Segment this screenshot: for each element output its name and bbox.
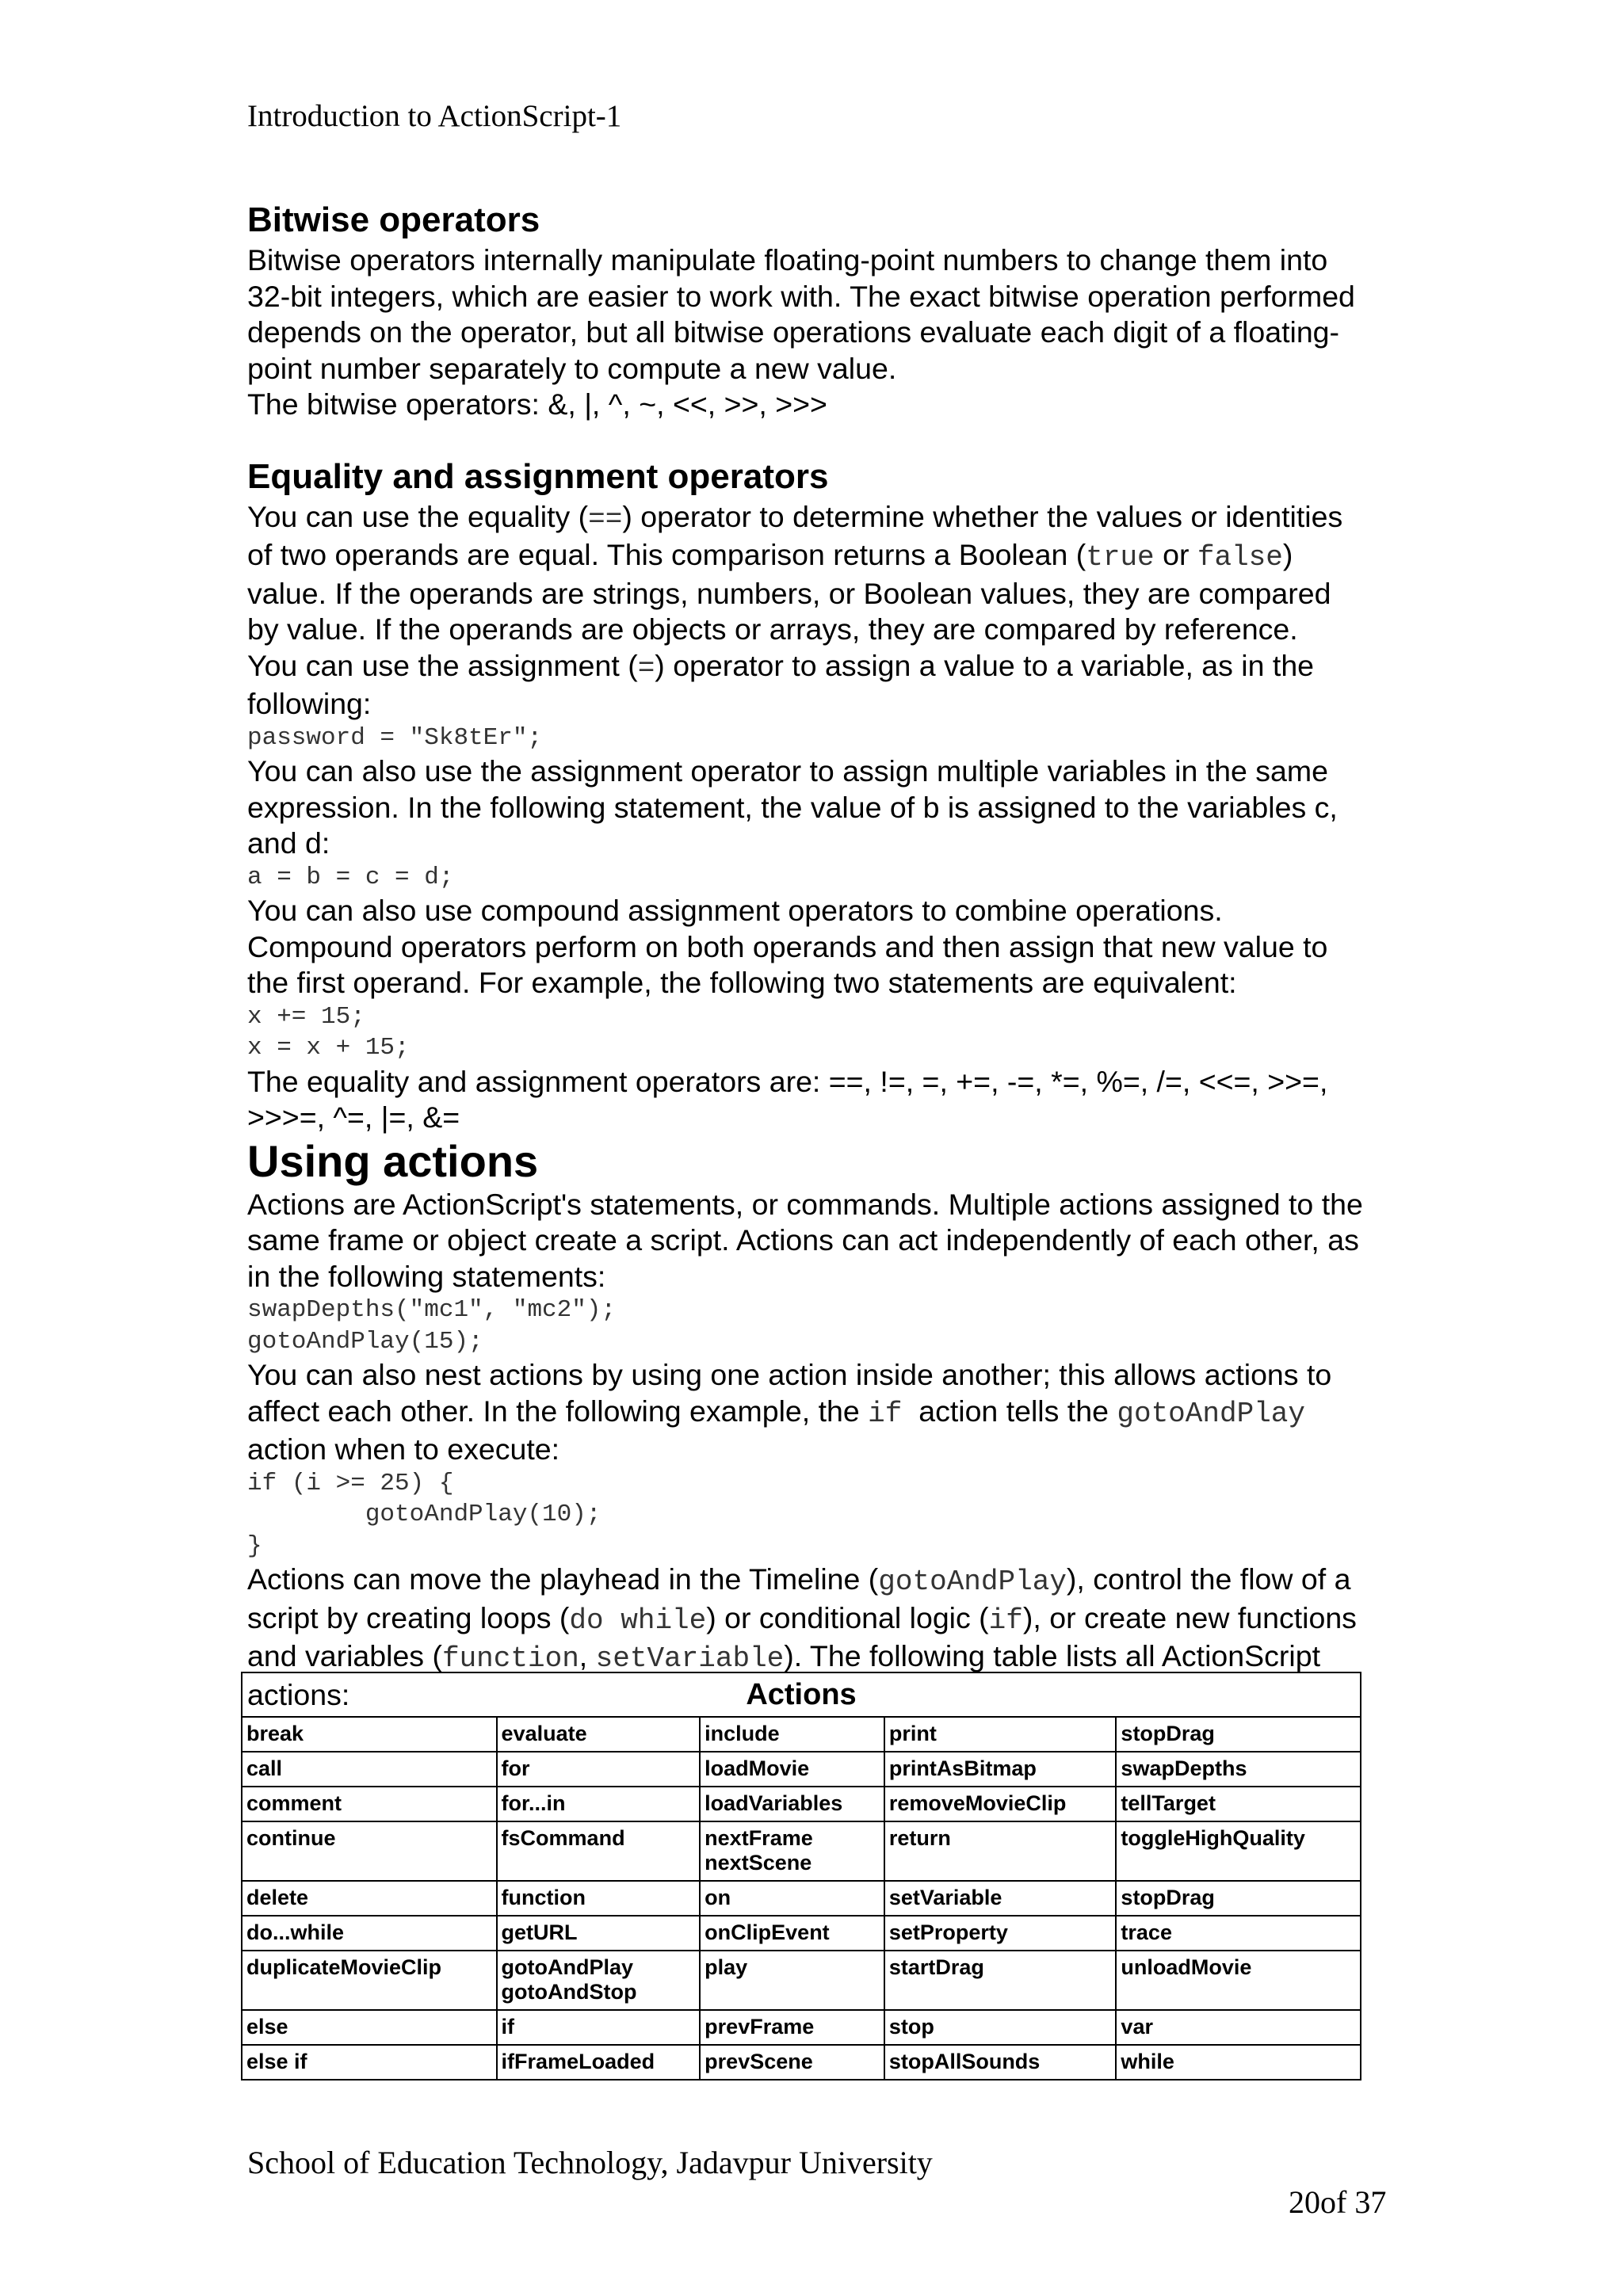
actions-heading: Using actions xyxy=(247,1135,539,1186)
inline-code: if xyxy=(868,1397,903,1430)
action-name: for xyxy=(501,1756,530,1780)
equality-paragraph-line: You can use the assignment (=) operator to assign a value to a variable, as in the xyxy=(247,648,1315,685)
table-cell xyxy=(1116,1951,1361,2010)
action-name: do...while xyxy=(246,1920,345,1944)
equality-paragraph-line: value. If the operands are strings, numbers, or Boolean values, they are compared xyxy=(247,576,1331,610)
inline-code: gotoAndPlay xyxy=(1117,1397,1305,1430)
table-cell xyxy=(700,1916,884,1951)
page-content xyxy=(247,198,1412,1713)
table-cell xyxy=(884,1787,1117,1821)
table-cell xyxy=(242,1881,497,1916)
table-cell xyxy=(242,1916,497,1951)
actions-paragraph-line: You can also nest actions by using one action inside another; this allows actions to xyxy=(247,1358,1332,1391)
table-cell xyxy=(700,2045,884,2080)
equality-paragraph-line: You can use the equality (==) operator to determine whether the values or identities xyxy=(247,499,1343,536)
action-name: fsCommand xyxy=(501,1826,625,1850)
action-name: gotoAndStop xyxy=(501,1980,637,2004)
table-row xyxy=(242,2010,1361,2045)
action-name: tellTarget xyxy=(1121,1791,1216,1815)
action-name: call xyxy=(246,1756,283,1780)
table-cell xyxy=(700,2010,884,2045)
action-name: on xyxy=(705,1886,731,1909)
action-name: setProperty xyxy=(888,1920,1008,1944)
table-cell xyxy=(1116,1752,1361,1787)
table-cell xyxy=(1116,1787,1361,1821)
action-name: else xyxy=(246,2015,288,2039)
action-name: nextScene xyxy=(705,1851,812,1875)
table-cell xyxy=(700,1717,884,1752)
actions-paragraph-line: actions: xyxy=(247,1677,350,1711)
actions-paragraph-line: and variables (function, setVariable). The following table lists all ActionScript xyxy=(247,1639,1320,1675)
action-name: stopDrag xyxy=(1121,1886,1215,1909)
action-name: prevScene xyxy=(705,2050,813,2073)
inline-code: function xyxy=(441,1642,579,1675)
action-name: onClipEvent xyxy=(705,1920,830,1944)
action-name: stop xyxy=(888,2015,934,2039)
action-name: removeMovieClip xyxy=(888,1791,1067,1815)
table-cell xyxy=(1116,1916,1361,1951)
table-cell xyxy=(497,2010,701,2045)
code-line: password = "Sk8tEr"; xyxy=(247,723,543,752)
code-line: a = b = c = d; xyxy=(247,863,454,891)
actions-paragraph-line: same frame or object create a script. Actions can act independently of each other, as xyxy=(247,1223,1359,1257)
table-cell xyxy=(242,1821,497,1881)
table-cell xyxy=(884,1717,1117,1752)
action-name: play xyxy=(705,1955,748,1979)
action-name: loadVariables xyxy=(705,1791,843,1815)
table-row xyxy=(242,1951,1361,2010)
table-cell xyxy=(1116,1717,1361,1752)
action-name: setVariable xyxy=(888,1886,1002,1909)
action-name: continue xyxy=(246,1826,336,1850)
action-name: while xyxy=(1121,2050,1174,2073)
table-cell xyxy=(497,1951,701,2010)
table-cell xyxy=(884,1821,1117,1881)
table-cell xyxy=(700,1787,884,1821)
table-row xyxy=(242,1717,1361,1752)
table-cell xyxy=(497,1787,701,1821)
action-name: comment xyxy=(246,1791,342,1815)
code-line: swapDepths("mc1", "mc2"); xyxy=(247,1296,617,1324)
table-cell xyxy=(700,1881,884,1916)
action-name: trace xyxy=(1121,1920,1172,1944)
action-name: break xyxy=(246,1722,304,1745)
table-cell xyxy=(700,1821,884,1881)
table-row xyxy=(242,1821,1361,1881)
table-cell xyxy=(242,1951,497,2010)
action-name: ifFrameLoaded xyxy=(501,2050,655,2073)
table-cell xyxy=(1116,1821,1361,1881)
table-cell xyxy=(497,1752,701,1787)
action-name: evaluate xyxy=(501,1722,587,1745)
code-line: gotoAndPlay(10); xyxy=(247,1501,601,1528)
page-header: Introduction to ActionScript-1 xyxy=(247,99,622,133)
table-row xyxy=(242,1916,1361,1951)
code-line: if (i >= 25) { xyxy=(247,1469,454,1497)
table-cell xyxy=(497,1717,701,1752)
action-name: stopAllSounds xyxy=(888,2050,1041,2073)
action-name: else if xyxy=(246,2050,307,2073)
equality-operators-list: >>>=, ^=, |=, &= xyxy=(247,1100,460,1134)
inline-code: == xyxy=(588,502,623,536)
bitwise-line: depends on the operator, but all bitwise operations evaluate each digit of a floating- xyxy=(247,315,1340,349)
table-cell xyxy=(884,1752,1117,1787)
action-name: toggleHighQuality xyxy=(1121,1826,1305,1850)
bitwise-line: point number separately to compute a new value. xyxy=(247,351,897,385)
actions-table xyxy=(241,1672,1361,2081)
code-line: x += 15; xyxy=(247,1002,365,1031)
table-cell xyxy=(497,2045,701,2080)
actions-table-body xyxy=(242,1717,1361,2080)
actions-table-title: Actions xyxy=(242,1672,1361,1717)
table-cell xyxy=(242,2010,497,2045)
action-name: loadMovie xyxy=(705,1756,810,1780)
action-name: return xyxy=(888,1826,951,1850)
inline-code: gotoAndPlay xyxy=(878,1566,1067,1598)
table-cell xyxy=(497,1881,701,1916)
action-name: nextFrame xyxy=(705,1826,813,1850)
inline-code: = xyxy=(637,651,655,685)
table-cell xyxy=(884,2045,1117,2080)
table-cell xyxy=(497,1916,701,1951)
action-name: swapDepths xyxy=(1121,1756,1247,1780)
inline-code: do while xyxy=(569,1604,707,1637)
table-cell xyxy=(884,2010,1117,2045)
inline-code: if xyxy=(988,1604,1023,1637)
actions-paragraph-line: script by creating loops (do while) or conditional logic (if), or create new functions xyxy=(247,1600,1357,1637)
table-cell xyxy=(242,2045,497,2080)
table-cell xyxy=(1116,1881,1361,1916)
table-row xyxy=(242,1787,1361,1821)
equality-paragraph-line: the first operand. For example, the following two statements are equivalent: xyxy=(247,966,1237,999)
inline-code: true xyxy=(1086,541,1155,574)
table-cell xyxy=(1116,2045,1361,2080)
table-cell xyxy=(700,1752,884,1787)
bitwise-operators-list: The bitwise operators: &, |, ^, ~, <<, >>, >>> xyxy=(247,387,827,421)
actions-paragraph-line: Actions are ActionScript's statements, or commands. Multiple actions assigned to the xyxy=(247,1187,1363,1221)
table-cell xyxy=(700,1951,884,2010)
equality-paragraph-line: following: xyxy=(247,687,372,720)
table-cell xyxy=(242,1752,497,1787)
page-number: 20of 37 xyxy=(1289,2184,1387,2220)
table-cell xyxy=(242,1787,497,1821)
bitwise-line: Bitwise operators internally manipulate floating-point numbers to change them into xyxy=(247,243,1328,277)
equality-operators-list: The equality and assignment operators are: ==, !=, =, +=, -=, *=, %=, /=, <<=, >>=, xyxy=(247,1064,1328,1098)
action-name: prevFrame xyxy=(705,2015,815,2039)
action-name: for...in xyxy=(501,1791,566,1815)
code-line: x = x + 15; xyxy=(247,1034,410,1062)
action-name: delete xyxy=(246,1886,309,1909)
equality-paragraph-line: and d: xyxy=(247,826,330,860)
actions-paragraph-line: action when to execute: xyxy=(247,1432,560,1466)
action-name: var xyxy=(1121,2015,1153,2039)
bitwise-heading: Bitwise operators xyxy=(247,200,540,239)
bitwise-line: 32-bit integers, which are easier to work with. The exact bitwise operation performed xyxy=(247,279,1355,313)
table-row xyxy=(242,1752,1361,1787)
equality-paragraph-line: You can also use the assignment operator to assign multiple variables in the same xyxy=(247,754,1328,788)
action-name: startDrag xyxy=(888,1955,984,1979)
table-cell xyxy=(1116,2010,1361,2045)
equality-paragraph-line: Compound operators perform on both operands and then assign that new value to xyxy=(247,929,1328,963)
code-line: gotoAndPlay(15); xyxy=(247,1327,483,1356)
equality-paragraph-line: of two operands are equal. This comparison returns a Boolean (true or false) xyxy=(247,538,1293,574)
inline-code: setVariable xyxy=(595,1642,785,1675)
table-cell xyxy=(884,1881,1117,1916)
actions-paragraph-line: in the following statements: xyxy=(247,1259,606,1293)
equality-paragraph-line: by value. If the operands are objects or arrays, they are compared by reference. xyxy=(247,612,1298,646)
action-name: print xyxy=(888,1722,937,1745)
table-cell xyxy=(884,1951,1117,2010)
action-name: stopDrag xyxy=(1121,1722,1215,1745)
table-row xyxy=(242,1881,1361,1916)
inline-code: false xyxy=(1197,541,1283,574)
actions-paragraph-line: affect each other. In the following example, the if action tells the gotoAndPlay xyxy=(247,1394,1305,1430)
action-name: gotoAndPlay xyxy=(501,1955,634,1979)
action-name: duplicateMovieClip xyxy=(246,1955,442,1979)
table-cell xyxy=(497,1821,701,1881)
table-cell xyxy=(242,1717,497,1752)
equality-paragraph-line: expression. In the following statement, the value of b is assigned to the variables c, xyxy=(247,790,1338,824)
action-name: getURL xyxy=(501,1920,578,1944)
action-name: if xyxy=(501,2015,515,2039)
action-name: function xyxy=(501,1886,586,1909)
table-row xyxy=(242,2045,1361,2080)
equality-heading: Equality and assignment operators xyxy=(247,456,829,496)
actions-paragraph-line: Actions can move the playhead in the Timeline (gotoAndPlay), control the flow of a xyxy=(247,1562,1351,1598)
action-name: include xyxy=(705,1722,780,1745)
footer-school: School of Education Technology, Jadavpur University xyxy=(247,2145,933,2180)
action-name: printAsBitmap xyxy=(888,1756,1037,1780)
code-line: } xyxy=(247,1531,262,1560)
equality-paragraph-line: You can also use compound assignment operators to combine operations. xyxy=(247,894,1223,927)
table-cell xyxy=(884,1916,1117,1951)
action-name: unloadMovie xyxy=(1121,1955,1252,1979)
